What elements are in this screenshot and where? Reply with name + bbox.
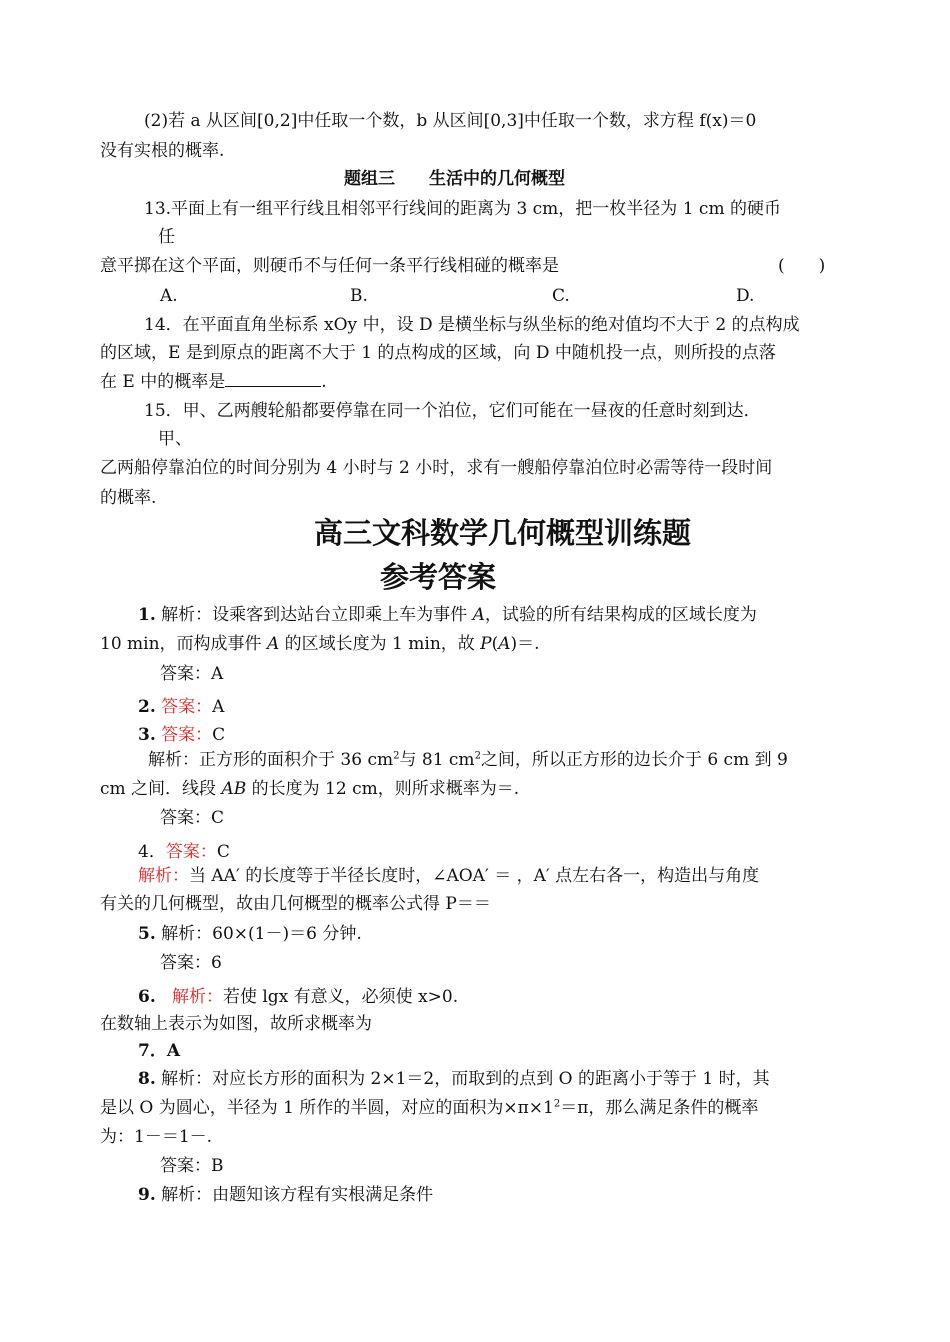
- a5-line: 5. 解析：60×(1－)＝6 分钟.: [138, 924, 362, 944]
- a9-line: 9. 解析：由题知该方程有实根满足条件: [138, 1185, 434, 1205]
- option-c: C.: [552, 286, 570, 306]
- a6-line: 6. 解析：若使 lgx 有意义，必须使 x>0.: [138, 987, 459, 1007]
- fill-in-blank: [225, 372, 321, 387]
- a6-line2: 在数轴上表示为如图，故所求概率为: [100, 1014, 372, 1034]
- option-d: D.: [736, 286, 755, 306]
- answer-label: 答案：: [161, 725, 213, 745]
- a4-line: 4．答案：C: [138, 842, 230, 862]
- a4-analysis-line2: 有关的几何概型，故由几何概型的概率公式得 P＝＝: [100, 894, 491, 914]
- q15-line1-wrap: 甲、: [158, 429, 192, 449]
- q14-line3-text: 在 E 中的概率是: [100, 372, 226, 392]
- q14-line2: 的区域，E 是到原点的距离不大于 1 的点构成的区域，向 D 中随机投一点，则所投的点落: [100, 343, 776, 363]
- a3-answer: 答案：C: [160, 808, 225, 828]
- document-title: 高三文科数学几何概型训练题: [314, 516, 692, 550]
- answer-label: 答案：: [161, 697, 213, 717]
- a5-answer: 答案：6: [160, 953, 222, 973]
- answer-bracket: ( ): [778, 256, 826, 276]
- event-a: A: [472, 605, 485, 625]
- a3-line: 3. 答案：C: [138, 725, 226, 745]
- option-a: A.: [160, 286, 178, 306]
- a1-answer: 答案：A: [160, 664, 224, 684]
- q12-part2-line1: (2)若 a 从区间[0,2]中任取一个数，b 从区间[0,3]中任取一个数，求方程 f(x)＝0: [144, 111, 757, 131]
- answer-label: 答案：: [165, 842, 217, 862]
- a8-line2: 是以 O 为圆心，半径为 1 所作的半圆，对应的面积为$\times\pi\times 1^2=\pi$，那么满足条件的概率: [100, 1098, 759, 1118]
- q14-line3-end: .: [321, 372, 327, 392]
- a7-line: 7．A: [138, 1041, 181, 1061]
- a4-analysis-line1: 解析：当 AA′ 的长度等于半径长度时，∠AOA′ ＝ ，A′ 点左右各一，构造出与角度: [138, 866, 760, 886]
- q13-line1-wrap: 任: [158, 227, 175, 247]
- a8-line1: 8. 解析：对应长方形的面积为 2×1＝2，而取到的点到 O 的距离小于等于 1 时，其: [138, 1069, 770, 1089]
- a8-line3: 为：1－＝1－.: [100, 1127, 213, 1147]
- q15-line2: 乙两船停靠泊位的时间分别为 4 小时与 2 小时，求有一艘船停靠泊位时必需等待一段时间: [100, 458, 773, 478]
- answers-heading: 参考答案: [380, 560, 497, 594]
- q12-part2-line2: 没有实根的概率.: [100, 141, 225, 161]
- q14-line1: 14．在平面直角坐标系 xOy 中，设 D 是横坐标与纵坐标的绝对值均不大于 2 的点构成: [144, 315, 800, 335]
- q14-line3: [100, 371, 327, 393]
- a8-answer: 答案：B: [160, 1156, 224, 1176]
- a3-analysis-line2: cm 之间．线段 AB 的长度为 12 cm，则所求概率为＝.: [100, 779, 520, 799]
- a1-number: 1.: [138, 605, 156, 625]
- q15-line3: 的概率.: [100, 488, 157, 508]
- a1-line1: 1. 解析：设乘客到达站台立即乘上车为事件 A，试验的所有结果构成的区域长度为: [138, 605, 757, 625]
- option-b: B.: [350, 286, 368, 306]
- q13-line1: 13.平面上有一组平行线且相邻平行线间的距离为 3 cm，把一枚半径为 1 cm 的硬币: [144, 199, 781, 219]
- section-heading: 题组三 生活中的几何概型: [344, 169, 565, 189]
- q15-line1: 15．甲、乙两艘轮船都要停靠在同一个泊位，它们可能在一昼夜的任意时刻到达．: [144, 401, 761, 421]
- a1-line2: 10 min，而构成事件 A 的区域长度为 1 min，故 P(A)＝.: [100, 634, 540, 654]
- analysis-label: 解析：: [138, 866, 189, 886]
- a2-line: 2. 答案：A: [138, 697, 225, 717]
- analysis-label: 解析：: [171, 987, 223, 1007]
- q13-line2: 意平掷在这个平面，则硬币不与任何一条平行线相碰的概率是: [100, 256, 559, 276]
- a3-analysis-line1: 解析：正方形的面积介于 36 $cm^2$与 81 $cm^2$之间，所以正方形的边长介于 6 cm 到 9: [148, 750, 788, 770]
